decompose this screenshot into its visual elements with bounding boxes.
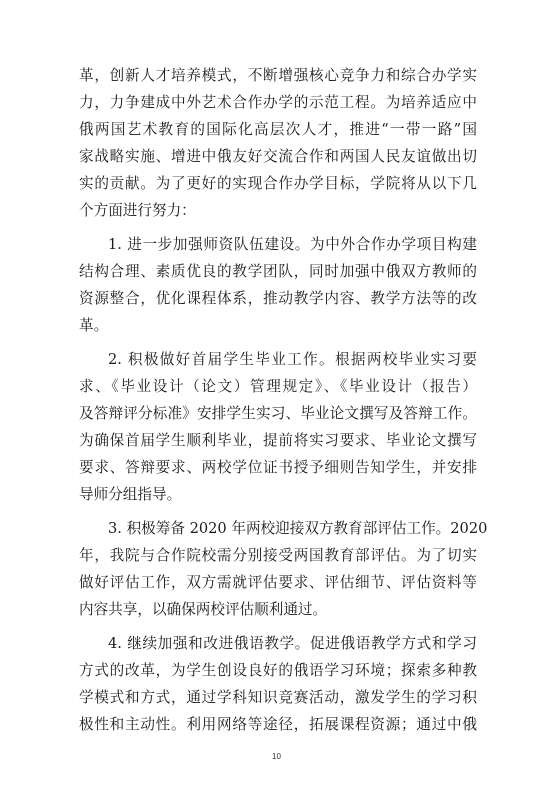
text-line: 为确保首届学生顺利毕业，提前将实习要求、毕业论文撰写 bbox=[79, 432, 477, 449]
page-number: 10 bbox=[272, 752, 281, 761]
text-line: 年，我院与合作院校需分别接受两国教育部评估。为了切实 bbox=[79, 547, 477, 564]
text-line: 导师分组指导。 bbox=[79, 486, 182, 503]
text-line: 2. 积极做好首届学生毕业工作。根据两校毕业实习要 bbox=[108, 351, 477, 368]
text-line: 内容共享，以确保两校评估顺利通过。 bbox=[79, 601, 328, 618]
text-line: 4. 继续加强和改进俄语教学。促进俄语教学方式和学习 bbox=[108, 635, 477, 652]
text-line: 革，创新人才培养模式，不断增强核心竞争力和综合办学实 bbox=[79, 67, 477, 84]
text-line: 方式的改革，为学生创设良好的俄语学习环境；探索多种教 bbox=[79, 662, 477, 679]
text-line: 学模式和方式，通过学科知识竞赛活动，激发学生的学习积 bbox=[79, 689, 477, 706]
paragraph-spacing bbox=[79, 623, 477, 630]
paragraph-item-3 bbox=[79, 515, 488, 623]
text-line: 力，力争建成中外艺术合作办学的示范工程。为培养适应中 bbox=[79, 94, 477, 111]
paragraph-spacing bbox=[79, 339, 477, 346]
text-line: 及答辩评分标准》安排学生实习、毕业论文撰写及答辩工作。 bbox=[79, 405, 477, 422]
text-line: 家战略实施、增进中俄友好交流合作和两国人民友谊做出切 bbox=[79, 148, 477, 165]
paragraph-item-4 bbox=[79, 630, 477, 738]
text-line: 实的贡献。为了更好的实现合作办学目标，学院将从以下几 bbox=[79, 175, 477, 192]
text-line: 1. 进一步加强师资队伍建设。为中外合作办学项目构建 bbox=[108, 236, 477, 253]
document-body bbox=[79, 62, 488, 738]
text-line: 结构合理、素质优良的教学团队，同时加强中俄双方教师的 bbox=[79, 263, 477, 280]
text-line: 3. 积极筹备 2020 年两校迎接双方教育部评估工作。2020 bbox=[108, 520, 488, 537]
text-line: 求、《毕业设计（论文）管理规定》、《毕业设计（报告） bbox=[79, 378, 477, 395]
text-line: 个方面进行努力： bbox=[79, 202, 196, 219]
text-line: 资源整合，优化课程体系，推动教学内容、教学方法等的改 bbox=[79, 290, 477, 307]
paragraph-item-2 bbox=[79, 346, 477, 508]
text-line: 极性和主动性。利用网络等途径，拓展课程资源；通过中俄 bbox=[79, 716, 477, 733]
paragraph-spacing bbox=[79, 508, 477, 515]
paragraph-intro-continuation bbox=[79, 62, 477, 224]
paragraph-item-1 bbox=[79, 231, 477, 339]
text-line: 革。 bbox=[79, 317, 109, 334]
text-line: 做好评估工作，双方需就评估要求、评估细节、评估资料等 bbox=[79, 574, 477, 591]
text-line: 俄两国艺术教育的国际化高层次人才，推进“一带一路”国 bbox=[79, 121, 477, 138]
paragraph-spacing bbox=[79, 224, 477, 231]
text-line: 要求、答辩要求、两校学位证书授予细则告知学生，并安排 bbox=[79, 459, 477, 476]
